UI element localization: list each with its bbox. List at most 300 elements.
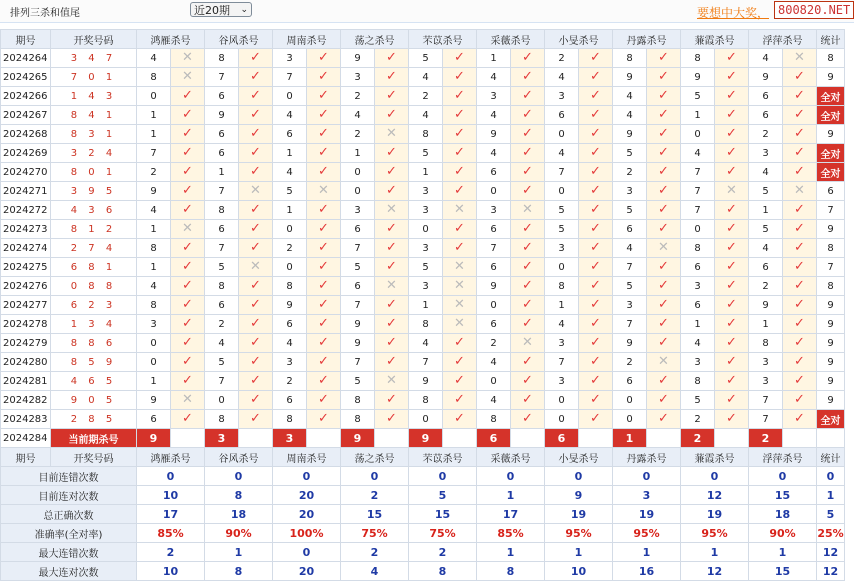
cross-icon: ✕ bbox=[783, 49, 817, 68]
col-expert-header[interactable]: 周南杀号 bbox=[273, 448, 341, 467]
stats-value: 18 bbox=[205, 505, 273, 524]
col-expert-header[interactable]: 荡之杀号 bbox=[341, 30, 409, 49]
empty-cell bbox=[171, 429, 205, 448]
stats-value: 19 bbox=[681, 505, 749, 524]
kill-number-cell: 5 bbox=[681, 391, 715, 410]
stats-value: 20 bbox=[273, 562, 341, 581]
check-icon: ✓ bbox=[307, 106, 341, 125]
kill-number-cell: 2 bbox=[613, 353, 647, 372]
kill-number-cell: 3 bbox=[545, 87, 579, 106]
check-icon: ✓ bbox=[783, 220, 817, 239]
kill-number-cell: 6 bbox=[749, 87, 783, 106]
check-icon: ✓ bbox=[375, 296, 409, 315]
kill-number-cell: 4 bbox=[137, 277, 171, 296]
draw-number-cell: 1 3 4 bbox=[51, 315, 137, 334]
col-expert-header[interactable]: 丹露杀号 bbox=[613, 30, 681, 49]
check-icon: ✓ bbox=[579, 125, 613, 144]
check-icon: ✓ bbox=[443, 87, 477, 106]
kill-number-cell: 8 bbox=[409, 391, 443, 410]
count-cell: 9 bbox=[817, 296, 845, 315]
check-icon: ✓ bbox=[239, 334, 273, 353]
check-icon: ✓ bbox=[171, 87, 205, 106]
check-icon: ✓ bbox=[171, 334, 205, 353]
kill-number-cell: 4 bbox=[749, 239, 783, 258]
check-icon: ✓ bbox=[715, 163, 749, 182]
check-icon: ✓ bbox=[579, 372, 613, 391]
kill-number-cell: 0 bbox=[681, 125, 715, 144]
kill-number-cell: 8 bbox=[681, 372, 715, 391]
kill-number-cell: 0 bbox=[613, 410, 647, 429]
stats-value: 0 bbox=[613, 467, 681, 486]
check-icon: ✓ bbox=[783, 296, 817, 315]
kill-number-cell: 0 bbox=[273, 220, 307, 239]
cross-icon: ✕ bbox=[647, 239, 681, 258]
kill-number-cell: 9 bbox=[613, 68, 647, 87]
stats-value: 2 bbox=[341, 543, 409, 562]
check-icon: ✓ bbox=[579, 239, 613, 258]
check-icon: ✓ bbox=[579, 68, 613, 87]
check-icon: ✓ bbox=[443, 353, 477, 372]
kill-number-cell: 6 bbox=[477, 220, 511, 239]
site-logo[interactable]: 800820.NET bbox=[774, 1, 854, 19]
stats-row bbox=[1, 505, 845, 524]
stats-value: 0 bbox=[273, 543, 341, 562]
kill-number-cell: 1 bbox=[273, 144, 307, 163]
kill-number-cell: 2 bbox=[613, 163, 647, 182]
kill-number-cell: 9 bbox=[137, 182, 171, 201]
count-cell: 8 bbox=[817, 49, 845, 68]
check-icon: ✓ bbox=[239, 410, 273, 429]
stats-value: 20 bbox=[273, 505, 341, 524]
kill-number-cell: 8 bbox=[409, 125, 443, 144]
col-expert-header[interactable]: 浮萍杀号 bbox=[749, 30, 817, 49]
stats-value: 0 bbox=[545, 467, 613, 486]
stats-label: 总正确次数 bbox=[1, 505, 137, 524]
table-header-row bbox=[1, 448, 845, 467]
stats-value: 1 bbox=[477, 486, 545, 505]
check-icon: ✓ bbox=[171, 182, 205, 201]
stats-value: 1 bbox=[681, 543, 749, 562]
check-icon: ✓ bbox=[579, 315, 613, 334]
check-icon: ✓ bbox=[511, 163, 545, 182]
kill-number-cell: 6 bbox=[749, 258, 783, 277]
kill-number-cell: 7 bbox=[613, 315, 647, 334]
kill-number-cell: 7 bbox=[613, 258, 647, 277]
check-icon: ✓ bbox=[579, 201, 613, 220]
check-icon: ✓ bbox=[715, 220, 749, 239]
kill-number-cell: 8 bbox=[681, 239, 715, 258]
kill-number-cell: 7 bbox=[205, 68, 239, 87]
kill-number-cell: 4 bbox=[477, 353, 511, 372]
period-cell: 2024266 bbox=[1, 87, 51, 106]
check-icon: ✓ bbox=[375, 315, 409, 334]
kill-number-cell: 4 bbox=[273, 163, 307, 182]
cross-icon: ✕ bbox=[375, 277, 409, 296]
cross-icon: ✕ bbox=[443, 315, 477, 334]
period-cell: 2024277 bbox=[1, 296, 51, 315]
draw-number-cell: 2 7 4 bbox=[51, 239, 137, 258]
kill-number-cell: 2 bbox=[273, 372, 307, 391]
stats-value: 8 bbox=[205, 562, 273, 581]
kill-number-cell: 9 bbox=[613, 334, 647, 353]
check-icon: ✓ bbox=[511, 106, 545, 125]
check-icon: ✓ bbox=[783, 315, 817, 334]
kill-number-cell: 9 bbox=[341, 315, 375, 334]
check-icon: ✓ bbox=[443, 334, 477, 353]
empty-cell bbox=[511, 429, 545, 448]
kill-number-cell: 5 bbox=[545, 201, 579, 220]
kill-number-cell: 0 bbox=[341, 163, 375, 182]
kill-number-cell: 9 bbox=[749, 68, 783, 87]
check-icon: ✓ bbox=[647, 391, 681, 410]
draw-number-cell: 6 8 1 bbox=[51, 258, 137, 277]
kill-number-cell: 6 bbox=[205, 87, 239, 106]
stats-count-value: 0 bbox=[817, 467, 845, 486]
col-expert-header[interactable]: 芣苡杀号 bbox=[409, 448, 477, 467]
kill-number-cell: 0 bbox=[137, 353, 171, 372]
range-select[interactable] bbox=[190, 2, 252, 17]
kill-number-cell: 0 bbox=[273, 87, 307, 106]
kill-number-cell: 6 bbox=[205, 125, 239, 144]
kill-number-cell: 0 bbox=[477, 372, 511, 391]
col-expert-header[interactable]: 蒹霞杀号 bbox=[681, 448, 749, 467]
table-row bbox=[1, 182, 845, 201]
stats-value: 95% bbox=[613, 524, 681, 543]
col-expert-header[interactable]: 谷风杀号 bbox=[205, 30, 273, 49]
check-icon: ✓ bbox=[647, 144, 681, 163]
col-expert-header[interactable]: 采薇杀号 bbox=[477, 30, 545, 49]
check-icon: ✓ bbox=[511, 125, 545, 144]
check-icon: ✓ bbox=[171, 125, 205, 144]
col-expert-header[interactable]: 芣苡杀号 bbox=[409, 30, 477, 49]
kill-number-cell: 0 bbox=[137, 334, 171, 353]
cross-icon: ✕ bbox=[307, 182, 341, 201]
kill-number-cell: 1 bbox=[545, 296, 579, 315]
kill-number-cell: 2 bbox=[477, 334, 511, 353]
kill-number-cell: 1 bbox=[477, 49, 511, 68]
col-expert-header[interactable]: 鸿雁杀号 bbox=[137, 448, 205, 467]
kill-number-cell: 4 bbox=[613, 87, 647, 106]
table-row bbox=[1, 353, 845, 372]
kill-number-cell: 0 bbox=[613, 391, 647, 410]
count-cell: 9 bbox=[817, 125, 845, 144]
col-expert-header[interactable]: 丹露杀号 bbox=[613, 448, 681, 467]
check-icon: ✓ bbox=[443, 220, 477, 239]
kill-number-cell: 0 bbox=[545, 258, 579, 277]
draw-number-cell: 4 6 5 bbox=[51, 372, 137, 391]
draw-number-cell: 4 3 6 bbox=[51, 201, 137, 220]
check-icon: ✓ bbox=[715, 125, 749, 144]
check-icon: ✓ bbox=[443, 239, 477, 258]
check-icon: ✓ bbox=[715, 410, 749, 429]
cross-icon: ✕ bbox=[715, 182, 749, 201]
stats-value: 1 bbox=[477, 543, 545, 562]
check-icon: ✓ bbox=[579, 144, 613, 163]
col-expert-header[interactable]: 周南杀号 bbox=[273, 30, 341, 49]
stats-value: 75% bbox=[341, 524, 409, 543]
kill-number-cell: 5 bbox=[749, 182, 783, 201]
col-expert-header[interactable]: 采薇杀号 bbox=[477, 448, 545, 467]
table-row bbox=[1, 49, 845, 68]
kill-number-cell: 8 bbox=[137, 239, 171, 258]
check-icon: ✓ bbox=[647, 182, 681, 201]
kill-number-cell: 4 bbox=[409, 334, 443, 353]
draw-number-cell: 1 4 3 bbox=[51, 87, 137, 106]
kill-number-cell: 5 bbox=[341, 372, 375, 391]
kill-number-cell: 1 bbox=[137, 372, 171, 391]
check-icon: ✓ bbox=[171, 144, 205, 163]
check-icon: ✓ bbox=[647, 163, 681, 182]
kill-number-cell: 0 bbox=[205, 391, 239, 410]
cross-icon: ✕ bbox=[239, 258, 273, 277]
kill-number-cell: 9 bbox=[273, 296, 307, 315]
check-icon: ✓ bbox=[307, 315, 341, 334]
current-kill-number: 3 bbox=[273, 429, 307, 448]
kill-number-cell: 7 bbox=[273, 68, 307, 87]
count-cell: 9 bbox=[817, 68, 845, 87]
kill-number-cell: 5 bbox=[613, 201, 647, 220]
col-draw-header: 开奖号码 bbox=[51, 30, 137, 49]
all-correct-badge: 全对 bbox=[817, 163, 845, 182]
kill-number-cell: 8 bbox=[137, 68, 171, 87]
current-kill-number: 9 bbox=[137, 429, 171, 448]
stats-value: 17 bbox=[137, 505, 205, 524]
check-icon: ✓ bbox=[579, 220, 613, 239]
check-icon: ✓ bbox=[715, 68, 749, 87]
empty-cell bbox=[239, 429, 273, 448]
period-cell: 2024268 bbox=[1, 125, 51, 144]
count-cell: 9 bbox=[817, 391, 845, 410]
stats-row bbox=[1, 562, 845, 581]
kill-number-cell: 1 bbox=[137, 125, 171, 144]
current-kill-number: 1 bbox=[613, 429, 647, 448]
kill-number-cell: 3 bbox=[681, 353, 715, 372]
kill-number-cell: 7 bbox=[409, 353, 443, 372]
kill-number-cell: 4 bbox=[477, 144, 511, 163]
check-icon: ✓ bbox=[375, 49, 409, 68]
kill-number-cell: 8 bbox=[409, 315, 443, 334]
ad-link[interactable]: 要想中大奖， bbox=[697, 6, 770, 20]
kill-number-cell: 0 bbox=[545, 410, 579, 429]
check-icon: ✓ bbox=[715, 391, 749, 410]
kill-number-cell: 3 bbox=[273, 353, 307, 372]
kill-number-cell: 3 bbox=[409, 182, 443, 201]
check-icon: ✓ bbox=[511, 182, 545, 201]
check-icon: ✓ bbox=[511, 372, 545, 391]
count-cell: 7 bbox=[817, 201, 845, 220]
draw-number-cell: 8 0 1 bbox=[51, 163, 137, 182]
check-icon: ✓ bbox=[511, 239, 545, 258]
kill-number-cell: 0 bbox=[545, 125, 579, 144]
all-correct-badge: 全对 bbox=[817, 87, 845, 106]
table-header-row bbox=[1, 30, 845, 49]
kill-number-cell: 9 bbox=[341, 334, 375, 353]
draw-number-cell: 8 3 1 bbox=[51, 125, 137, 144]
col-expert-header[interactable]: 蒹霞杀号 bbox=[681, 30, 749, 49]
table-row bbox=[1, 258, 845, 277]
kill-number-cell: 1 bbox=[137, 220, 171, 239]
kill-number-cell: 8 bbox=[477, 410, 511, 429]
col-expert-header[interactable]: 荡之杀号 bbox=[341, 448, 409, 467]
check-icon: ✓ bbox=[239, 372, 273, 391]
table-row bbox=[1, 277, 845, 296]
kill-number-cell: 9 bbox=[477, 125, 511, 144]
check-icon: ✓ bbox=[715, 239, 749, 258]
check-icon: ✓ bbox=[783, 239, 817, 258]
kill-number-cell: 5 bbox=[545, 220, 579, 239]
stats-value: 75% bbox=[409, 524, 477, 543]
check-icon: ✓ bbox=[715, 144, 749, 163]
col-expert-header[interactable]: 谷风杀号 bbox=[205, 448, 273, 467]
count-cell: 8 bbox=[817, 277, 845, 296]
stats-value: 0 bbox=[409, 467, 477, 486]
kill-number-cell: 8 bbox=[273, 410, 307, 429]
kill-number-cell: 0 bbox=[409, 410, 443, 429]
kill-number-cell: 7 bbox=[205, 372, 239, 391]
check-icon: ✓ bbox=[579, 163, 613, 182]
table-row bbox=[1, 125, 845, 144]
check-icon: ✓ bbox=[783, 125, 817, 144]
stats-label: 最大连错次数 bbox=[1, 543, 137, 562]
stats-value: 85% bbox=[137, 524, 205, 543]
kill-number-cell: 4 bbox=[749, 49, 783, 68]
kill-number-cell: 7 bbox=[341, 239, 375, 258]
check-icon: ✓ bbox=[375, 68, 409, 87]
period-cell: 2024271 bbox=[1, 182, 51, 201]
check-icon: ✓ bbox=[511, 68, 545, 87]
check-icon: ✓ bbox=[375, 163, 409, 182]
check-icon: ✓ bbox=[307, 201, 341, 220]
kill-number-cell: 2 bbox=[341, 125, 375, 144]
check-icon: ✓ bbox=[307, 277, 341, 296]
check-icon: ✓ bbox=[647, 296, 681, 315]
kill-number-cell: 4 bbox=[477, 391, 511, 410]
period-cell: 2024281 bbox=[1, 372, 51, 391]
all-correct-badge: 全对 bbox=[817, 144, 845, 163]
stats-value: 0 bbox=[205, 467, 273, 486]
kill-number-cell: 2 bbox=[205, 315, 239, 334]
table-row bbox=[1, 68, 845, 87]
stats-value: 15 bbox=[749, 486, 817, 505]
kill-number-cell: 0 bbox=[137, 87, 171, 106]
check-icon: ✓ bbox=[511, 315, 545, 334]
kill-number-cell: 7 bbox=[681, 182, 715, 201]
kill-number-cell: 3 bbox=[341, 68, 375, 87]
col-expert-header[interactable]: 鸿雁杀号 bbox=[137, 30, 205, 49]
stats-value: 95% bbox=[545, 524, 613, 543]
kill-number-cell: 1 bbox=[681, 315, 715, 334]
draw-number-cell: 0 8 8 bbox=[51, 277, 137, 296]
stats-value: 0 bbox=[477, 467, 545, 486]
kill-number-cell: 2 bbox=[137, 163, 171, 182]
kill-number-cell: 9 bbox=[137, 391, 171, 410]
stats-count-value: 25% bbox=[817, 524, 845, 543]
stats-value: 2 bbox=[341, 486, 409, 505]
check-icon: ✓ bbox=[443, 372, 477, 391]
kill-number-cell: 1 bbox=[137, 106, 171, 125]
stats-value: 90% bbox=[205, 524, 273, 543]
draw-number-cell: 8 8 6 bbox=[51, 334, 137, 353]
check-icon: ✓ bbox=[647, 68, 681, 87]
empty-cell bbox=[579, 429, 613, 448]
table-row bbox=[1, 106, 845, 125]
count-cell: 9 bbox=[817, 315, 845, 334]
check-icon: ✓ bbox=[171, 372, 205, 391]
check-icon: ✓ bbox=[171, 315, 205, 334]
period-cell: 2024278 bbox=[1, 315, 51, 334]
cross-icon: ✕ bbox=[171, 391, 205, 410]
kill-number-cell: 8 bbox=[205, 277, 239, 296]
kill-number-cell: 5 bbox=[681, 87, 715, 106]
col-expert-header[interactable]: 小旻杀号 bbox=[545, 448, 613, 467]
check-icon: ✓ bbox=[375, 87, 409, 106]
kill-number-cell: 6 bbox=[273, 125, 307, 144]
check-icon: ✓ bbox=[239, 163, 273, 182]
col-draw-header: 开奖号码 bbox=[51, 448, 137, 467]
check-icon: ✓ bbox=[443, 144, 477, 163]
check-icon: ✓ bbox=[579, 410, 613, 429]
check-icon: ✓ bbox=[579, 334, 613, 353]
check-icon: ✓ bbox=[239, 239, 273, 258]
kill-number-cell: 6 bbox=[273, 315, 307, 334]
kill-number-cell: 2 bbox=[341, 87, 375, 106]
check-icon: ✓ bbox=[783, 277, 817, 296]
check-icon: ✓ bbox=[511, 87, 545, 106]
col-expert-header[interactable]: 小旻杀号 bbox=[545, 30, 613, 49]
check-icon: ✓ bbox=[783, 106, 817, 125]
check-icon: ✓ bbox=[171, 106, 205, 125]
kill-number-cell: 7 bbox=[681, 163, 715, 182]
kill-number-cell: 5 bbox=[613, 144, 647, 163]
kill-number-cell: 7 bbox=[545, 353, 579, 372]
check-icon: ✓ bbox=[443, 106, 477, 125]
cross-icon: ✕ bbox=[783, 182, 817, 201]
kill-number-cell: 3 bbox=[613, 296, 647, 315]
kill-number-cell: 4 bbox=[613, 106, 647, 125]
kill-number-cell: 5 bbox=[205, 258, 239, 277]
kill-number-cell: 5 bbox=[205, 353, 239, 372]
table-row bbox=[1, 372, 845, 391]
kill-number-cell: 1 bbox=[749, 201, 783, 220]
period-cell: 2024276 bbox=[1, 277, 51, 296]
kill-number-cell: 9 bbox=[477, 277, 511, 296]
table-row bbox=[1, 410, 845, 429]
current-kill-label: 当前期杀号 bbox=[51, 429, 137, 448]
cross-icon: ✕ bbox=[239, 182, 273, 201]
check-icon: ✓ bbox=[307, 372, 341, 391]
check-icon: ✓ bbox=[375, 182, 409, 201]
kill-number-cell: 9 bbox=[409, 372, 443, 391]
check-icon: ✓ bbox=[647, 258, 681, 277]
check-icon: ✓ bbox=[579, 106, 613, 125]
col-expert-header[interactable]: 浮萍杀号 bbox=[749, 448, 817, 467]
kill-number-cell: 8 bbox=[205, 201, 239, 220]
check-icon: ✓ bbox=[171, 201, 205, 220]
check-icon: ✓ bbox=[443, 163, 477, 182]
kill-number-cell: 9 bbox=[613, 125, 647, 144]
check-icon: ✓ bbox=[647, 315, 681, 334]
check-icon: ✓ bbox=[307, 144, 341, 163]
stats-value: 12 bbox=[681, 562, 749, 581]
kill-number-cell: 4 bbox=[477, 106, 511, 125]
kill-number-cell: 0 bbox=[273, 258, 307, 277]
check-icon: ✓ bbox=[307, 353, 341, 372]
empty-cell bbox=[307, 429, 341, 448]
check-icon: ✓ bbox=[647, 201, 681, 220]
stats-label: 准确率(全对率) bbox=[1, 524, 137, 543]
check-icon: ✓ bbox=[715, 201, 749, 220]
check-icon: ✓ bbox=[783, 410, 817, 429]
